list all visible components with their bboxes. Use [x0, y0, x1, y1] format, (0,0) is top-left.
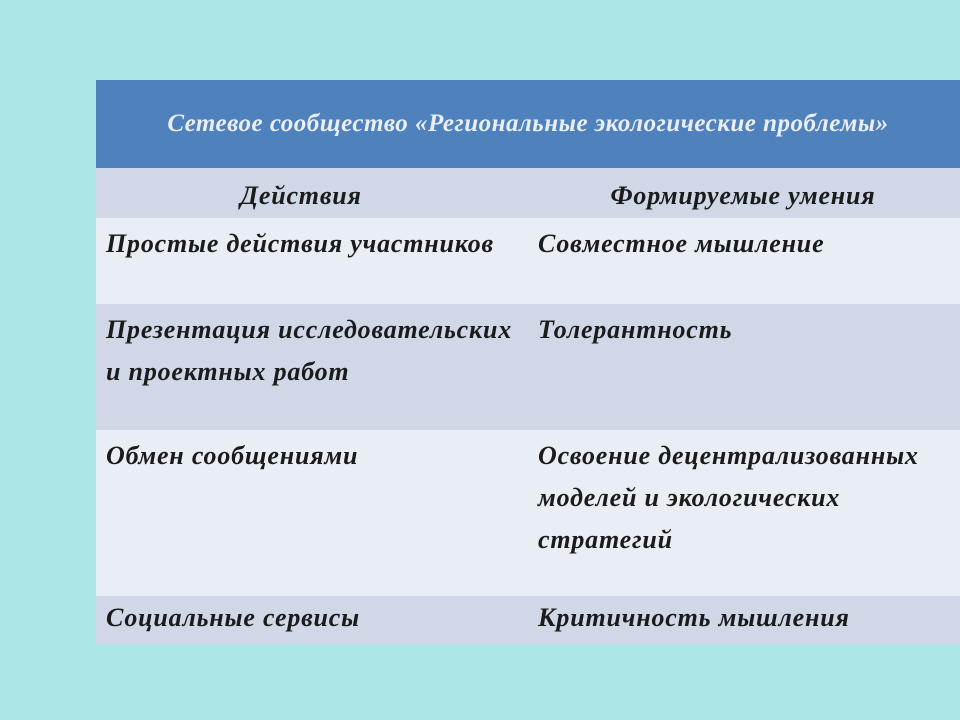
- action-cell: Социальные сервисы: [106, 603, 360, 632]
- action-cell: Презентация исследовательских и проектных работ: [106, 315, 513, 386]
- table-title-text: Сетевое сообщество «Региональные экологические проблемы»: [167, 110, 889, 137]
- table-header-row: [96, 168, 960, 218]
- action-cell: Обмен сообщениями: [106, 441, 359, 470]
- skill-cell: Совместное мышление: [538, 229, 825, 258]
- table-row: [96, 430, 960, 596]
- table-row: [96, 304, 960, 430]
- table-title: [96, 80, 960, 168]
- skill-cell: Толерантность: [538, 315, 733, 344]
- header-skills: Формируемые умения: [610, 180, 876, 210]
- table-row: [96, 596, 960, 644]
- action-cell: Простые действия участников: [106, 229, 494, 258]
- slide-table: [96, 80, 960, 644]
- header-actions: Действия: [240, 180, 362, 210]
- table-row: [96, 218, 960, 304]
- skill-cell: Критичность мышления: [538, 603, 850, 632]
- skill-cell: Освоение децентрализованных моделей и экологических стратегий: [538, 441, 919, 554]
